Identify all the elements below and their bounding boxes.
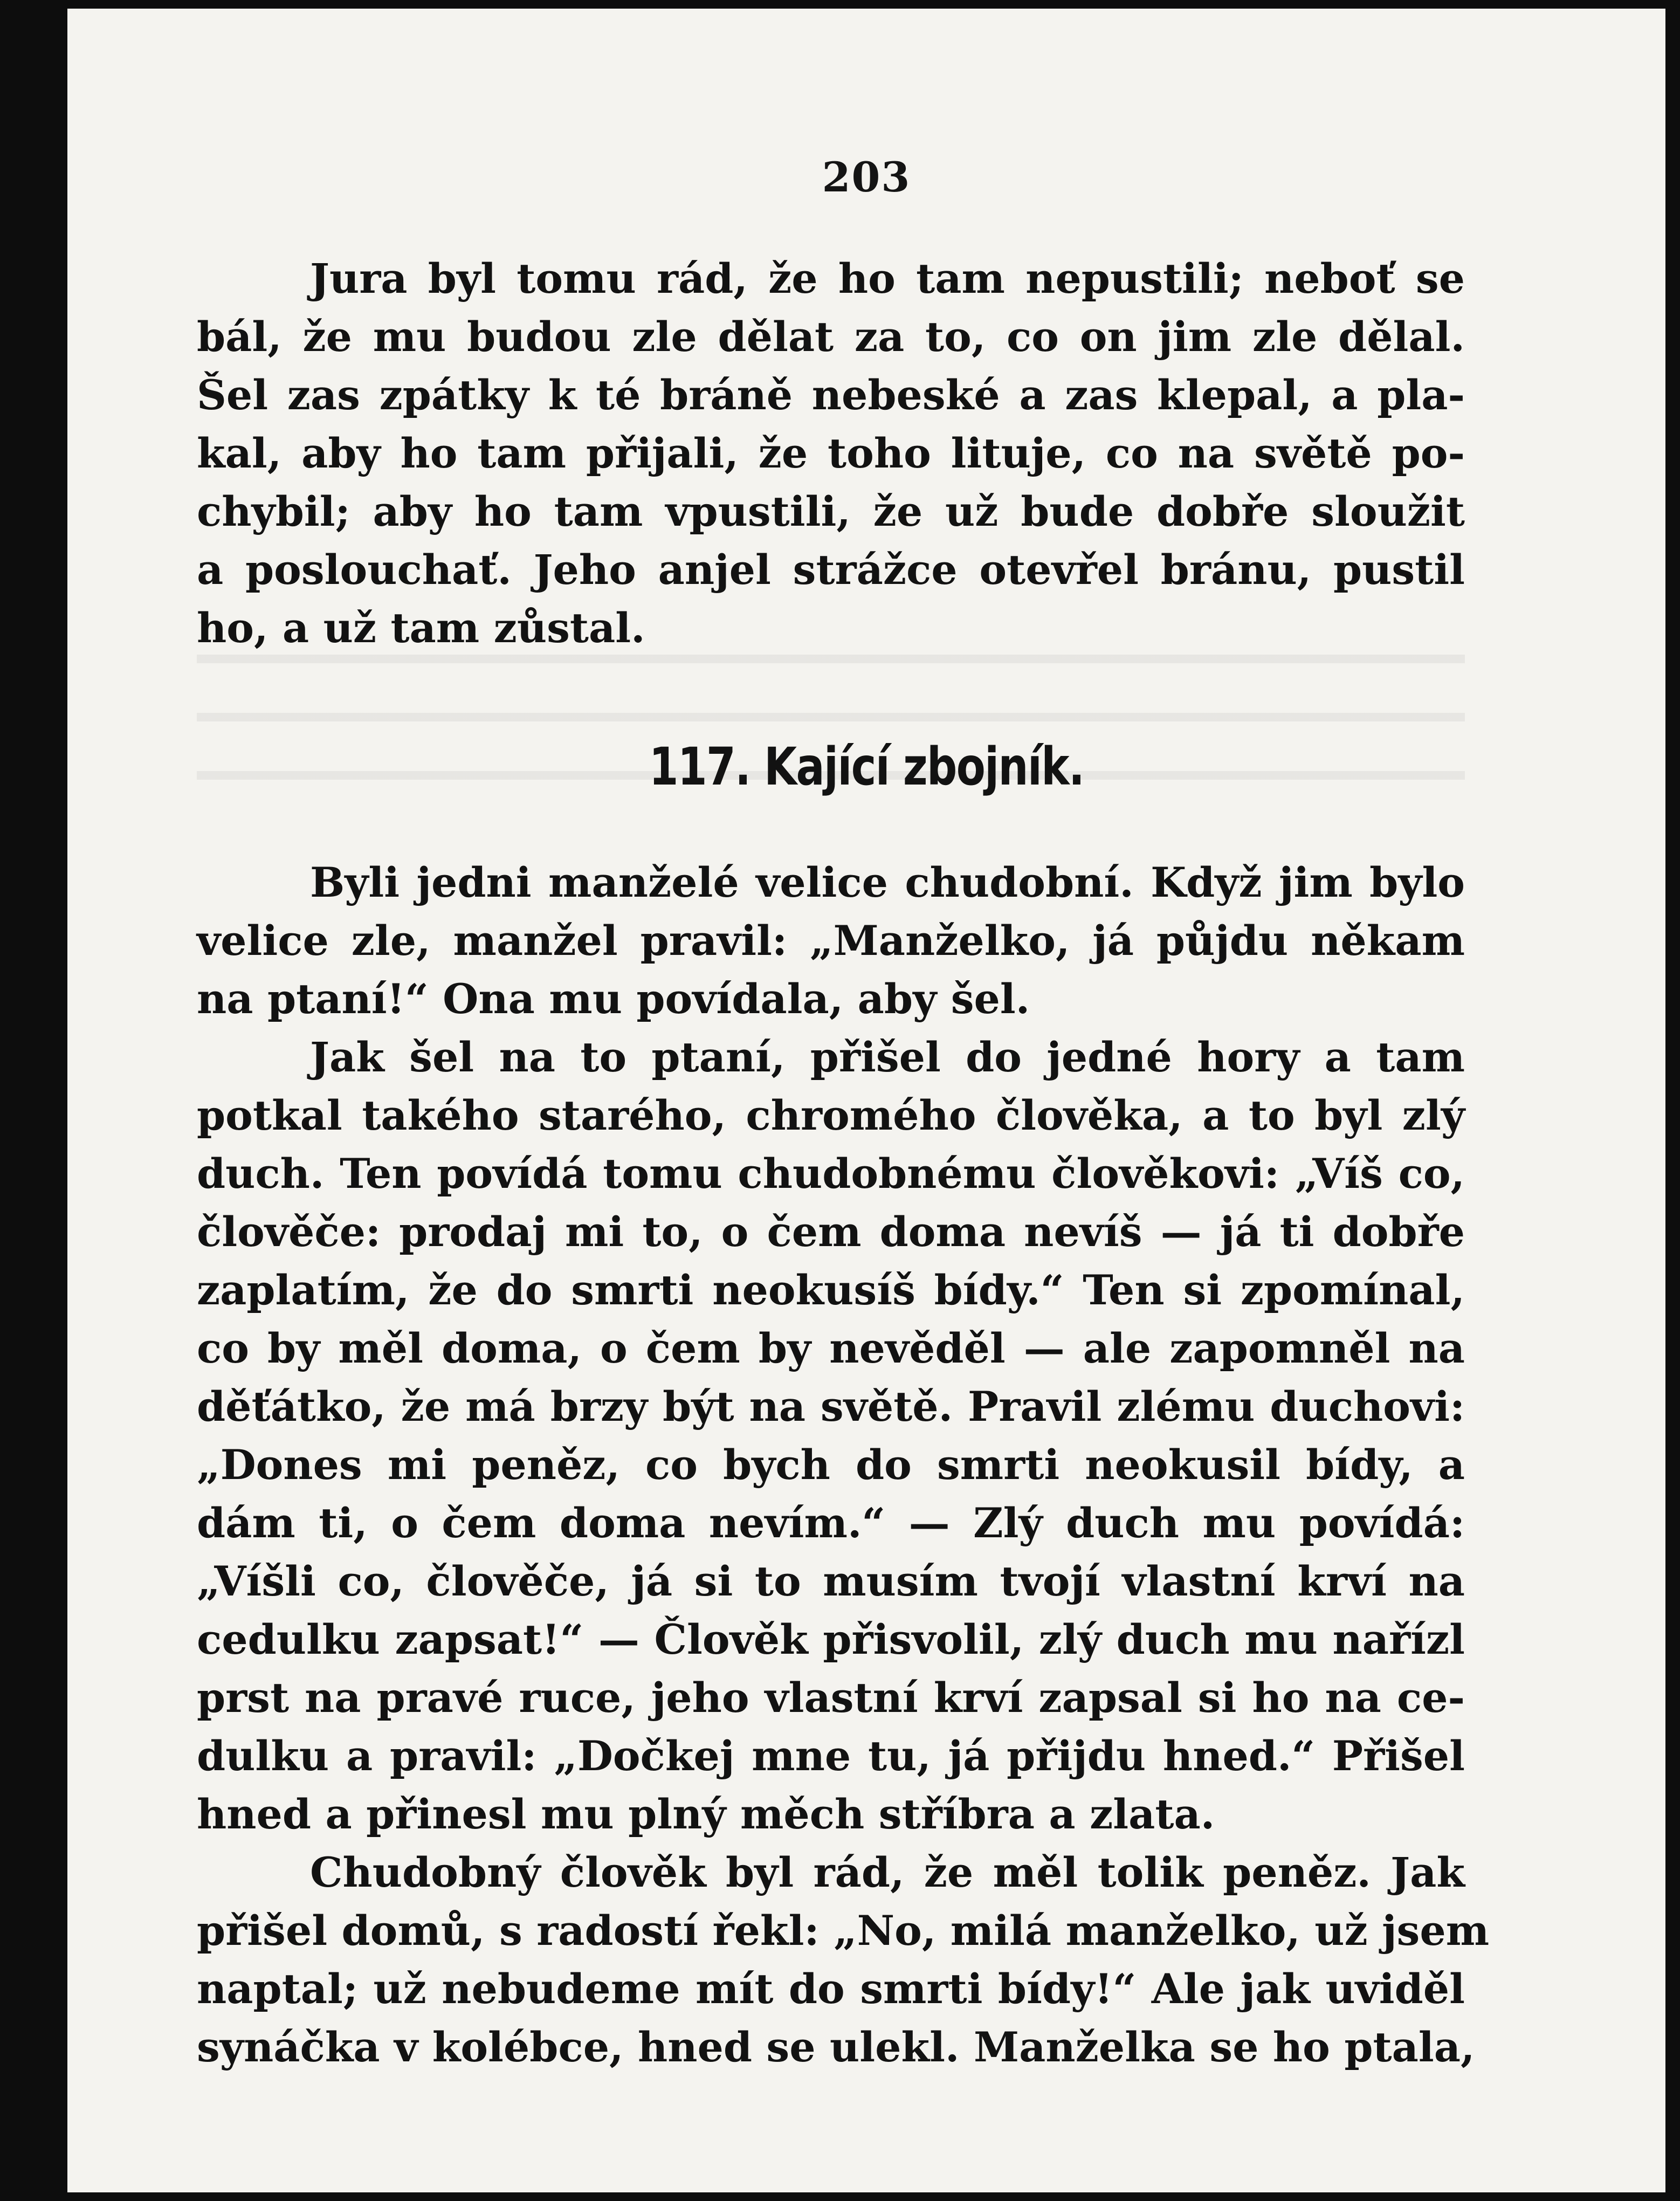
text-line: děťátko, že má brzy být na světě. Pravil zlému duchovi:: [197, 1382, 1465, 1430]
book-page: [67, 9, 1665, 2192]
text-line: „Víšli co, člověče, já si to musím tvojí vlastní krví na: [197, 1557, 1465, 1605]
text-line: Chudobný člověk byl rád, že měl tolik peněz. Jak: [310, 1848, 1465, 1896]
text-line: Jak šel na to ptaní, přišel do jedné hory a tam: [310, 1033, 1465, 1081]
text-line: chybil; aby ho tam vpustili, že už bude dobře sloužit: [197, 487, 1465, 535]
text-line: zaplatím, že do smrti neokusíš bídy.“ Ten si zpomínal,: [197, 1266, 1465, 1314]
text-line: Jura byl tomu rád, že ho tam nepustili; neboť se: [310, 255, 1465, 302]
text-line: dulku a pravil: „Dočkej mne tu, já přijdu hned.“ Přišel: [197, 1732, 1465, 1780]
section-heading: 117. Kající zbojník.: [649, 737, 1084, 797]
text-line: velice zle, manžel pravil: „Manželko, já půjdu někam: [197, 917, 1465, 965]
text-line: Šel zas zpátky k té bráně nebeské a zas klepal, a pla-: [197, 371, 1465, 419]
text-line: ho, a už tam zůstal.: [197, 604, 645, 652]
text-line: duch. Ten povídá tomu chudobnému člověkovi: „Víš co,: [197, 1150, 1465, 1198]
text-line: prst na pravé ruce, jeho vlastní krví zapsal si ho na ce-: [197, 1674, 1465, 1722]
text-line: potkal takého starého, chromého člověka, a to byl zlý: [197, 1091, 1465, 1139]
text-line: cedulku zapsat!“ — Člověk přisvolil, zlý duch mu nařízl: [197, 1615, 1465, 1663]
text-line: Byli jedni manželé velice chudobní. Když jim bylo: [310, 858, 1465, 906]
text-line: bál, že mu budou zle dělat za to, co on jim zle dělal.: [197, 313, 1465, 361]
text-line: dám ti, o čem doma nevím.“ — Zlý duch mu povídá:: [197, 1499, 1465, 1547]
text-line: a poslouchať. Jeho anjel strážce otevřel bránu, pustil: [197, 546, 1465, 594]
text-line: co by měl doma, o čem by nevěděl — ale zapomněl na: [197, 1324, 1465, 1372]
text-line: člověče: prodaj mi to, o čem doma nevíš — já ti dobře: [197, 1208, 1465, 1256]
paragraph-1: [197, 855, 1465, 1030]
text-line: synáčka v kolébce, hned se ulekl. Manželka se ho ptala,: [197, 2023, 1475, 2071]
text-line: přišel domů, s radostí řekl: „No, milá manželko, už jsem: [197, 1907, 1490, 1955]
text-line: na ptaní!“ Ona mu povídala, aby šel.: [197, 975, 1030, 1023]
text-line: naptal; už nebudeme mít do smrti bídy!“ Ale jak uviděl: [197, 1965, 1465, 2013]
text-line: „Dones mi peněz, co bych do smrti neokusil bídy, a: [197, 1441, 1465, 1489]
text-line: kal, aby ho tam přijali, že toho lituje, co na světě po-: [197, 429, 1465, 477]
page-number: 203: [822, 153, 911, 201]
paragraph-2: [197, 1030, 1465, 1845]
paragraph-3: [197, 1845, 1490, 2078]
text-line: hned a přinesl mu plný měch stříbra a zlata.: [197, 1790, 1215, 1838]
intro-paragraph: [197, 251, 1465, 659]
